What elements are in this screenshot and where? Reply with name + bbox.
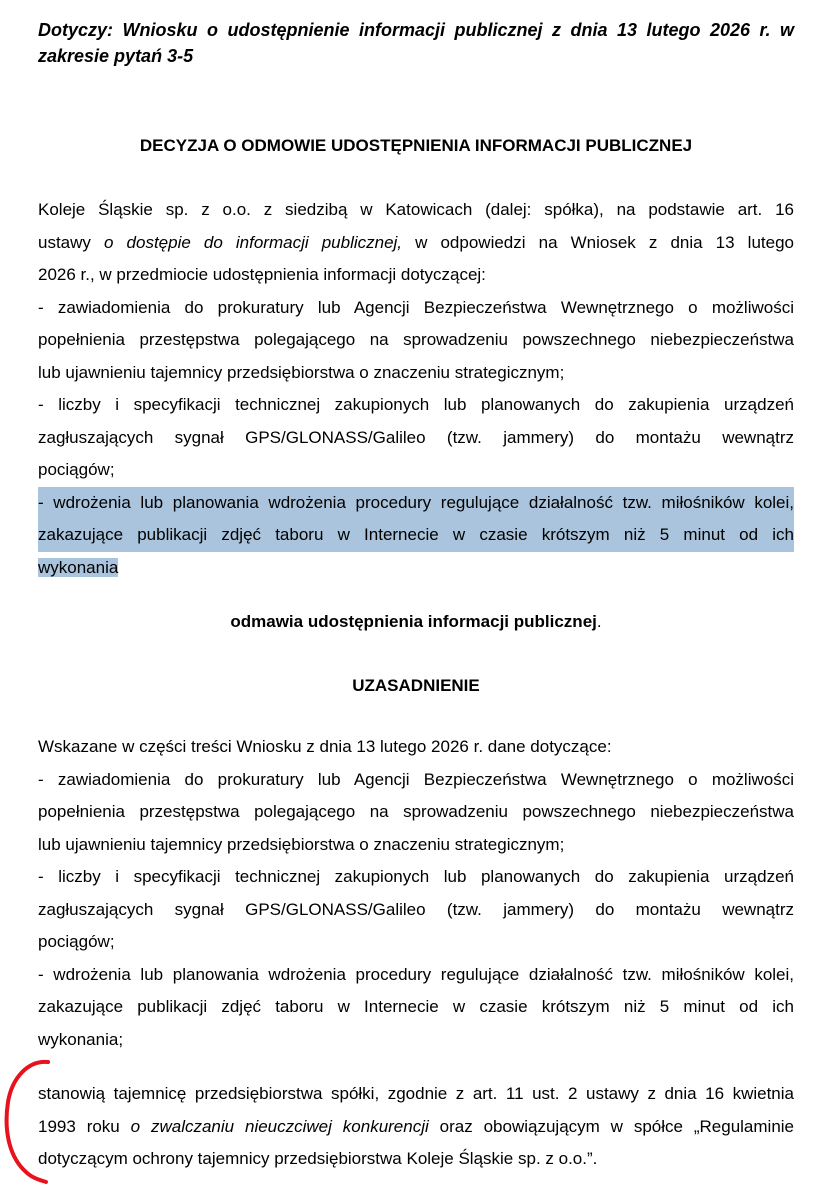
highlighted-text: zakazujące publikacji zdjęć taboru w Internecie w czasie krótszym niż 5 minut od ich <box>38 519 794 552</box>
conclusion-paragraph: stanowią tajemnicę przedsiębiorstwa spółki, zgodnie z art. 11 ust. 2 ustawy z dnia 16 kwietnia 1993 roku o zwalczaniu nieuczciwej konkurencji oraz obowiązującym w spółce „Regulaminie dotyczącym ochrony tajemnicy przedsiębiorstwa Koleje Śląskie sp. z o.o.”. <box>38 1084 795 1168</box>
intro-paragraph: Koleje Śląskie sp. z o.o. z siedzibą w Katowicach (dalej: spółka), na podstawie art. 16 ustawy o dostępie do informacji publicznej, w odpowiedzi na Wniosek z dnia 13 lutego 2026 r., w przedmiocie udostępnienia informacji dotyczącej: - zawiadomienia do prokuratury lub Agencji Bezpieczeństwa Wewnętrznego o możliwości popełnienia przestępstwa polegającego na sprowadzeniu powszechnego niebezpieczeństwa lub ujawnieniu tajemnicy przedsiębiorstwa o znaczeniu strategicznym; - liczby i specyfikacji technicznej zakupionych lub planowanych do zakupienia urządzeń zagłuszających sygnał GPS/GLONASS/Galileo (tzw. jammery) do montażu wewnątrz pociągów; - wdrożenia lub planowania wdrożenia procedury regulujące działalność tzw. miłośników kolei, zakazujące publikacji zdjęć taboru w Internecie w czasie krótszym niż 5 minut od ich wykonania <box>38 200 794 577</box>
justification-paragraph: Wskazane w części treści Wniosku z dnia 13 lutego 2026 r. dane dotyczące: - zawiadomienia do prokuratury lub Agencji Bezpieczeństwa Wewnętrznego o możliwości popełnienia przestępstwa polegającego na sprowadzeniu powszechnego niebezpieczeństwa lub ujawnieniu tajemnicy przedsiębiorstwa o znaczeniu strategicznym; - liczby i specyfikacji technicznej zakupionych lub planowanych do zakupienia urządzeń zagłuszających sygnał GPS/GLONASS/Galileo (tzw. jammery) do montażu wewnątrz pociągów; - wdrożenia lub planowania wdrożenia procedury regulujące działalność tzw. miłośników kolei, zakazujące publikacji zdjęć taboru w Internecie w czasie krótszym niż 5 minut od ich wykonania; <box>38 737 794 1049</box>
highlighted-text: wykonania <box>38 557 119 577</box>
decision-statement: odmawia udostępnienia informacji publicznej. <box>230 612 602 631</box>
bracket-stroke <box>7 1062 48 1182</box>
decision-title: DECYZJA O ODMOWIE UDOSTĘPNIENIA INFORMACJI PUBLICZNEJ <box>139 136 693 155</box>
reference-line: Dotyczy: Wniosku o udostępnienie informacji publicznej z dnia 13 lutego 2026 r. w zakresie pytań 3-5 <box>38 20 794 66</box>
red-bracket-annotation <box>0 1058 60 1188</box>
highlighted-text: - wdrożenia lub planowania wdrożenia procedury regulujące działalność tzw. miłośników kolei, <box>38 487 794 520</box>
justification-title: UZASADNIENIE <box>352 676 480 695</box>
